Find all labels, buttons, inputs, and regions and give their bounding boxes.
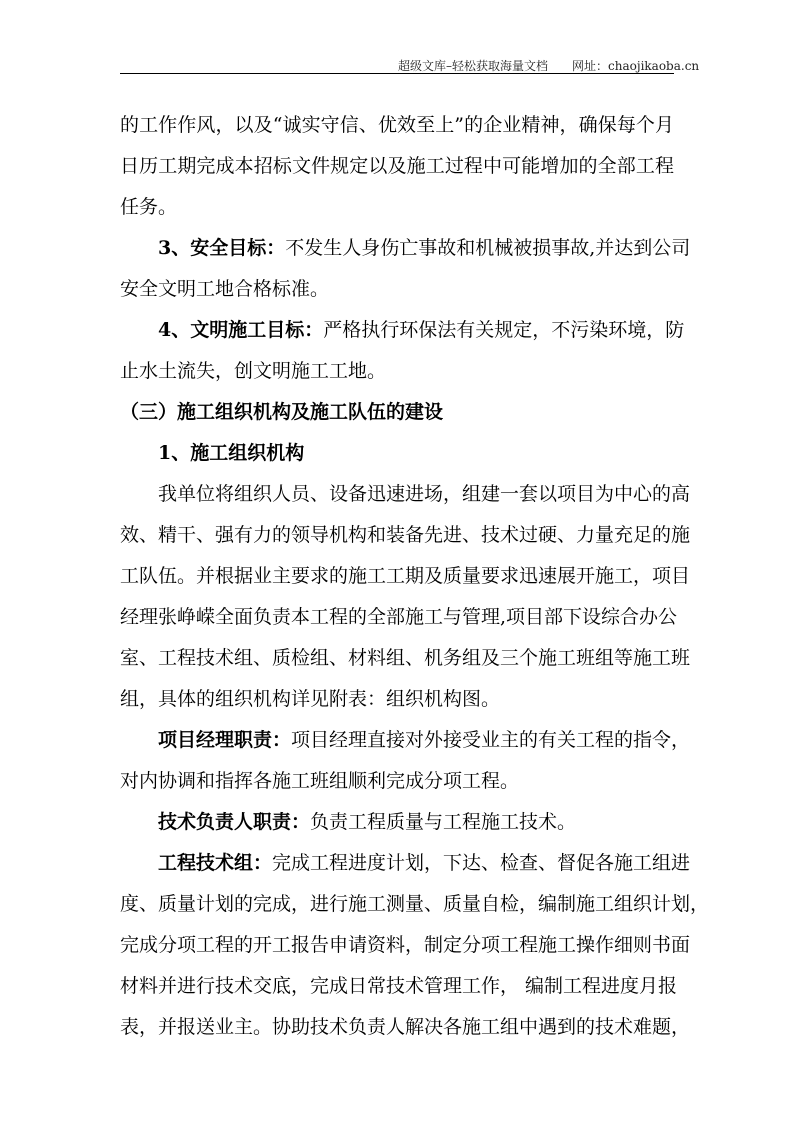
line-text: 日历工期完成本招标文件规定以及施工过程中可能增加的全部工程 — [120, 155, 674, 177]
text-line — [120, 687, 674, 711]
line-text: 对内协调和指挥各施工班组顺利完成分项工程。 — [120, 770, 520, 792]
text-line — [158, 810, 674, 834]
line-text: 完成工程进度计划，下达、检查、督促各施工组进 — [272, 852, 691, 874]
line-text: 止水土流失，创文明施工工地。 — [120, 360, 387, 382]
line-text: 项目经理直接对外接受业主的有关工程的指令， — [291, 729, 691, 751]
line-text: 效、精干、强有力的领导机构和装备先进、技术过硬、力量充足的施 — [120, 524, 691, 546]
text-line — [120, 646, 691, 670]
header-site-name: 超级文库–轻松获取海量文档 — [398, 59, 549, 73]
text-line — [158, 441, 674, 465]
bold-heading: 3、安全目标： — [158, 237, 286, 259]
text-line — [120, 195, 674, 219]
line-text: 室、工程技术组、质检组、材料组、机务组及三个施工班组等施工班 — [120, 647, 691, 669]
line-text: 工队伍。并根据业主要求的施工工期及质量要求迅速展开施工，项目 — [120, 565, 691, 587]
text-line — [120, 564, 691, 588]
text-line — [120, 400, 674, 424]
text-line — [120, 277, 674, 301]
bold-heading: （三）施工组织机构及施工队伍的建设 — [120, 401, 444, 423]
line-text: 负责工程质量与工程施工技术。 — [310, 811, 577, 833]
line-text: 的工作作风，以及“诚实守信、优效至上”的企业精神，确保每个月 — [120, 114, 674, 136]
line-text: 经理张峥嵘全面负责本工程的全部施工与管理,项目部下设综合办公 — [120, 606, 678, 628]
bold-heading: 1、施工组织机构 — [158, 442, 305, 464]
line-text: 任务。 — [120, 196, 178, 218]
text-line — [120, 974, 678, 998]
text-line — [120, 933, 691, 957]
bold-heading: 4、文明施工目标： — [158, 319, 324, 341]
header-url: 网址：chaojikaoba.cn — [572, 59, 700, 73]
text-line — [120, 359, 674, 383]
line-text: 完成分项工程的开工报告申请资料，制定分项工程施工操作细则书面 — [120, 934, 691, 956]
text-line — [120, 1015, 691, 1039]
text-line — [120, 605, 678, 629]
text-line — [158, 728, 691, 752]
text-line — [120, 113, 674, 137]
bold-heading: 工程技术组： — [158, 852, 273, 874]
line-text: 材料并进行技术交底，完成日常技术管理工作， 编制工程进度月报 — [120, 975, 678, 997]
text-line — [158, 318, 685, 342]
text-line — [158, 851, 691, 875]
text-line — [120, 769, 674, 793]
line-text: 表，并报送业主。协助技术负责人解决各施工组中遇到的技术难题， — [120, 1016, 691, 1038]
text-line — [120, 523, 691, 547]
bold-heading: 技术负责人职责： — [158, 811, 311, 833]
bold-heading: 项目经理职责： — [158, 729, 292, 751]
text-line — [158, 482, 691, 506]
line-text: 严格执行环保法有关规定，不污染环境，防 — [323, 319, 685, 341]
line-text: 安全文明工地合格标准。 — [120, 278, 330, 300]
page-header — [398, 57, 699, 74]
line-text: 度、质量计划的完成，进行施工测量、质量自检，编制施工组织计划， — [120, 893, 710, 915]
line-text: 不发生人身伤亡事故和机械被损事故,并达到公司 — [285, 237, 691, 259]
line-text: 我单位将组织人员、设备迅速进场，组建一套以项目为中心的高 — [158, 483, 691, 505]
header-rule — [120, 73, 674, 74]
text-line — [158, 236, 691, 260]
text-line — [120, 892, 710, 916]
line-text: 组，具体的组织机构详见附表：组织机构图。 — [120, 688, 501, 710]
text-line — [120, 154, 674, 178]
